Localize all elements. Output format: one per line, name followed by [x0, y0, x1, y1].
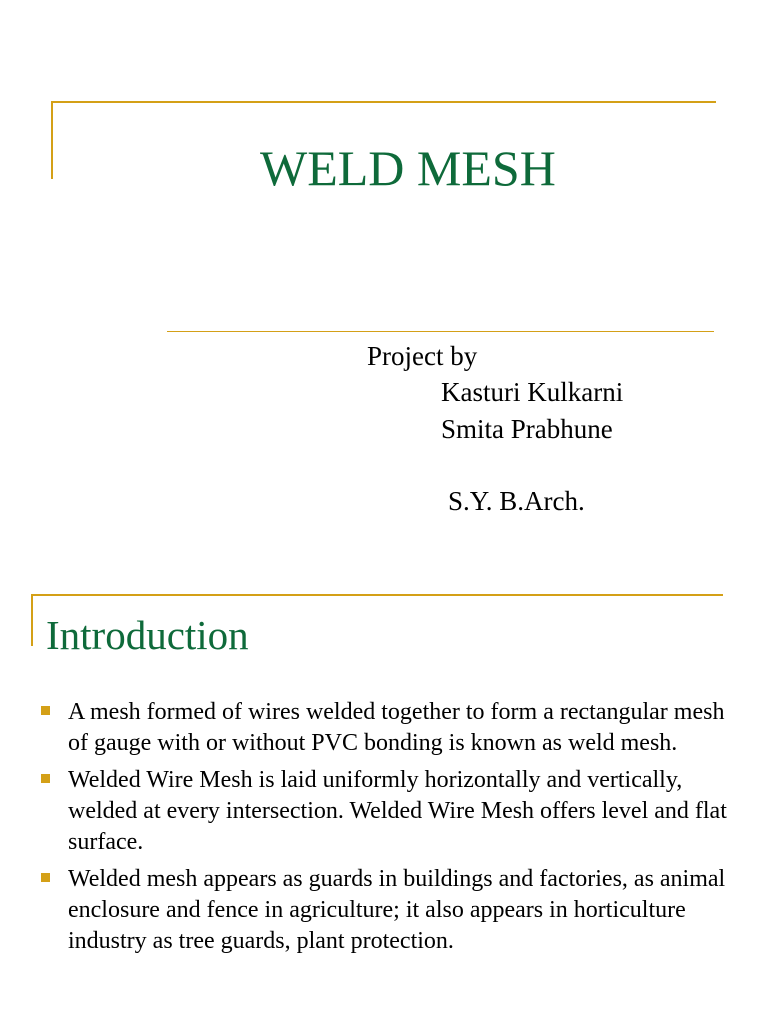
top-rule — [51, 101, 716, 103]
project-by-label: Project by — [367, 341, 478, 371]
bullet-item — [40, 765, 730, 858]
bullet-text: Welded Wire Mesh is laid uniformly horizontally and vertically, welded at every intersection. Welded Wire Mesh offers level and flat surface. — [68, 767, 727, 855]
square-bullet-icon — [41, 706, 50, 715]
slide-title: WELD MESH — [260, 140, 556, 196]
bullet-text: Welded mesh appears as guards in buildings and factories, as animal enclosure and fence in agriculture; it also appears in horticulture industry as tree guards, plant protection. — [68, 866, 726, 954]
bullet-item — [40, 864, 730, 957]
author-name: Kasturi Kulkarni — [441, 377, 624, 407]
bullet-text: A mesh formed of wires welded together to form a rectangular mesh of gauge with or without PVC bonding is known as weld mesh. — [68, 699, 725, 756]
square-bullet-icon — [41, 873, 50, 882]
class-label: S.Y. B.Arch. — [448, 486, 585, 516]
author-name: Smita Prabhune — [441, 414, 613, 444]
left-bracket — [51, 101, 53, 179]
left-bracket — [31, 594, 33, 646]
introduction-slide — [0, 585, 768, 1024]
bullet-item — [40, 697, 730, 759]
bullet-list — [40, 697, 730, 963]
slide-title: Introduction — [46, 612, 249, 658]
divider-rule — [167, 331, 714, 332]
top-rule — [31, 594, 723, 596]
square-bullet-icon — [41, 774, 50, 783]
